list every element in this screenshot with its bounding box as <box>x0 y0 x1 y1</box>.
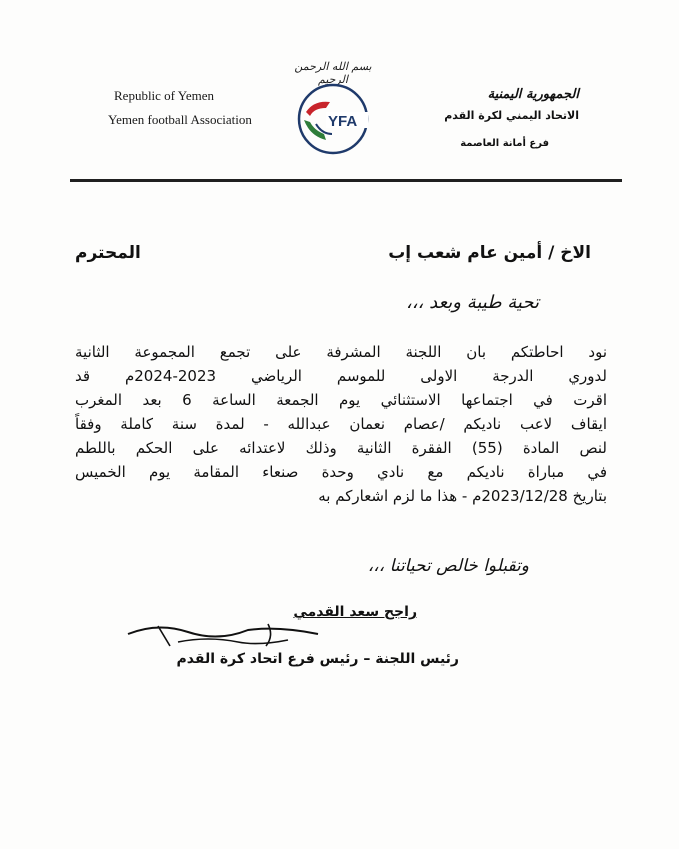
body-line: اقرت في اجتماعها الاستثنائي يوم الجمعة الساعة 6 بعد المغرب <box>75 391 607 409</box>
body-line: لدوري الدرجة الاولى للموسم الرياضي 2023-2024م قد <box>75 367 607 385</box>
header-arabic <box>409 84 579 154</box>
republic-arabic: الجمهورية اليمنية <box>487 87 579 102</box>
body-line: لنص المادة (55) الفقرة الثانية وذلك لاعتدائه على الحكم باللطم <box>75 439 607 457</box>
recipient-line <box>75 243 591 273</box>
greeting: تحية طيبة وبعد ،،، <box>406 292 539 313</box>
association-arabic: الاتحاد اليمني لكرة القدم <box>444 109 579 122</box>
recipient: الاخ / أمين عام شعب إب <box>388 243 591 263</box>
yfa-emblem-icon <box>292 78 374 160</box>
bismillah-text: بسم الله الرحمن الرحيم <box>294 60 372 86</box>
republic-label: Republic of Yemen <box>114 88 215 103</box>
body-line: في مباراة ناديكم مع نادي وحدة صنعاء المقامة يوم الخميس <box>75 463 607 481</box>
body-line: ايقاف لاعب ناديكم /عصام نعمان عبدالله - لمدة سنة كاملة وفقاً <box>75 415 607 433</box>
yfa-logo <box>278 60 388 170</box>
letter-body <box>75 340 607 508</box>
honorific: المحترم <box>75 243 141 263</box>
logo-text: YFA <box>328 113 358 130</box>
header-english <box>108 84 278 132</box>
header-divider <box>70 179 622 182</box>
association-label: Yemen football Association <box>108 112 252 127</box>
body-line: بتاريخ 2023/12/28م - هذا ما لزم اشعاركم به <box>318 487 607 505</box>
branch-arabic: فرع أمانة العاصمة <box>460 138 549 149</box>
signer-name: راجح سعد القدمي <box>293 604 417 620</box>
body-line: نود احاطتكم بان اللجنة المشرفة على تجمع المجموعة الثانية <box>75 343 607 361</box>
closing: وتقبلوا خالص تحياتنا ،،، <box>367 556 529 576</box>
signer-title: رئيس اللجنة – رئيس فرع اتحاد كرة القدم <box>176 651 459 667</box>
